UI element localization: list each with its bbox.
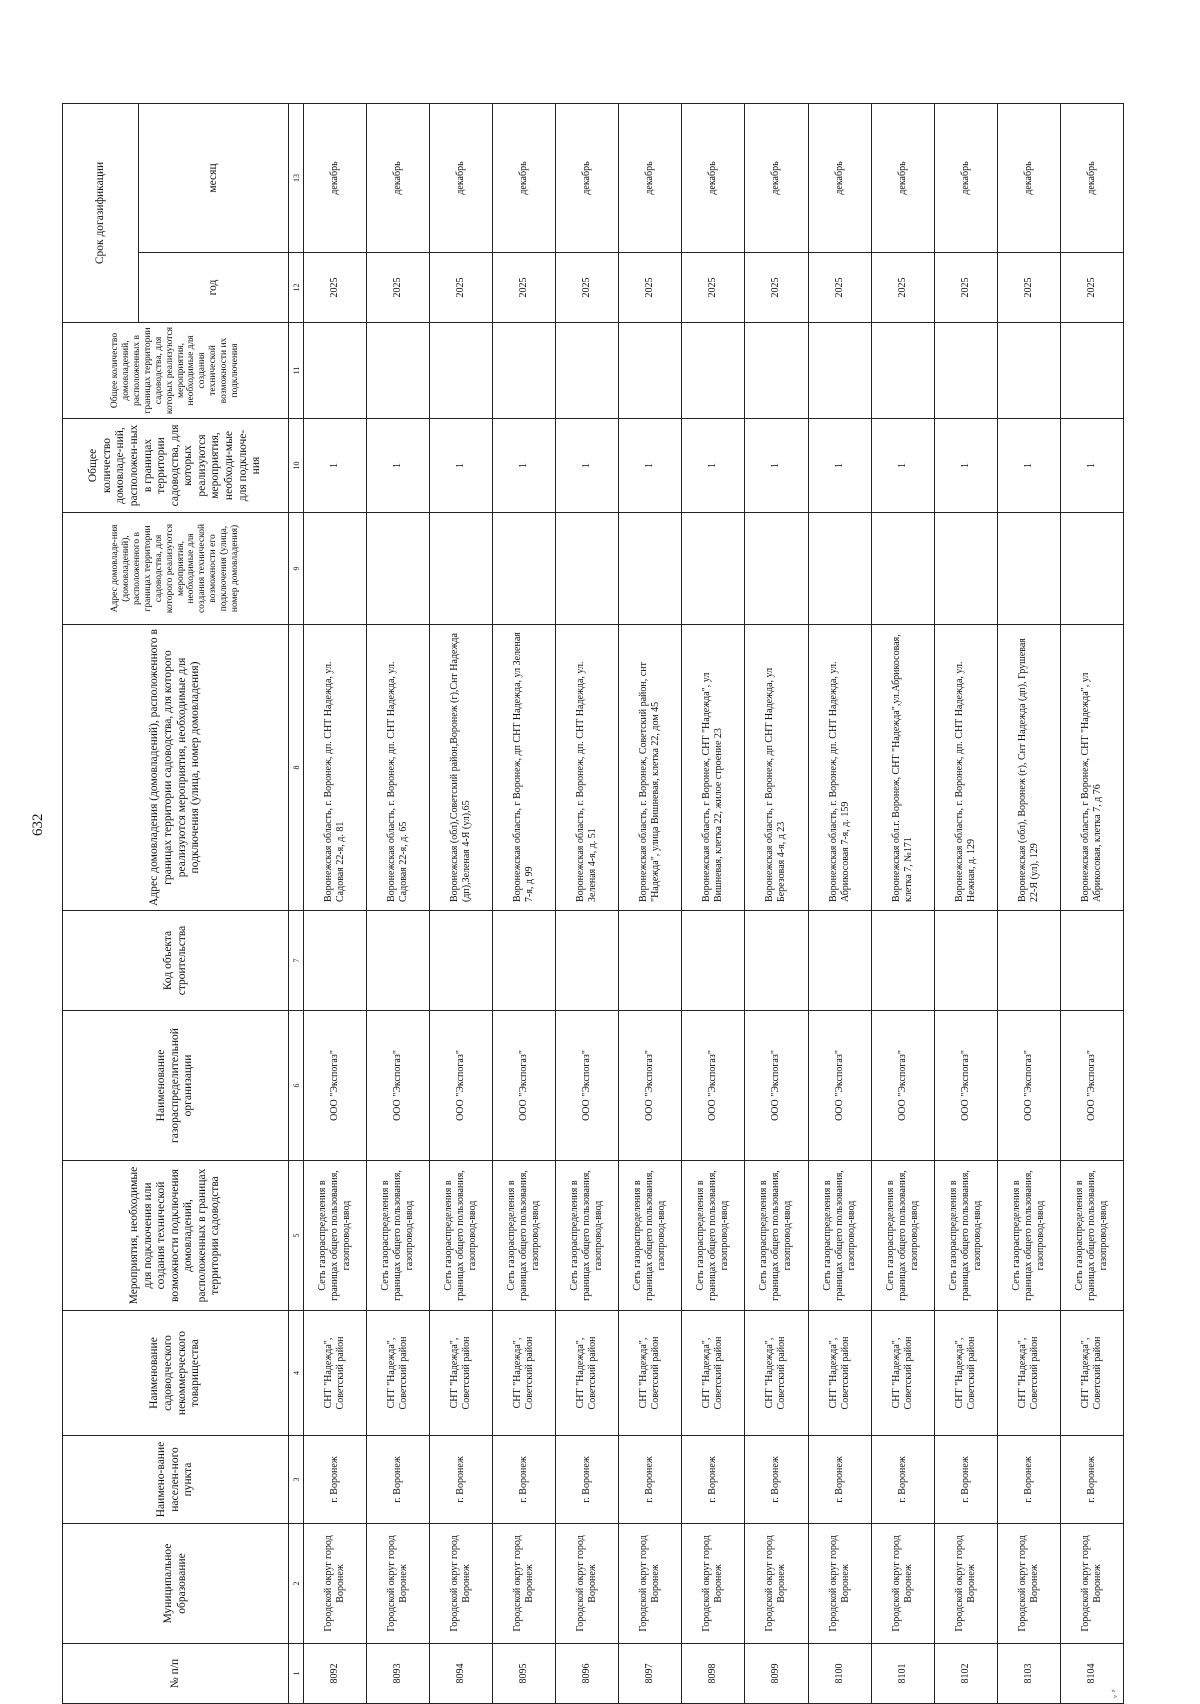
municipality-cell: Городской округ город Воронеж (430, 1524, 493, 1644)
municipality-cell: Городской округ город Воронеж (367, 1524, 430, 1644)
count-technical-cell (367, 323, 430, 419)
table-row (745, 104, 808, 1704)
organization-cell: ООО "Экспогаз" (808, 1011, 871, 1161)
month-cell: декабрь (1060, 104, 1123, 253)
count-technical-cell (619, 323, 682, 419)
measures-cell: Сеть газораспределения в границах общего пользования, газопровод-ввод (808, 1161, 871, 1311)
count-connection-cell: 1 (997, 419, 1060, 513)
address-cell: Воронежская (обл), Воронеж (г), Снт Надежда (дп), Грушевая 22-Я (ул), 129 (997, 625, 1060, 911)
locality-cell: г. Воронеж (430, 1436, 493, 1524)
document-sheet (62, 104, 1124, 1704)
measures-cell: Сеть газораспределения в границах общего пользования, газопровод-ввод (556, 1161, 619, 1311)
count-connection-cell: 1 (430, 419, 493, 513)
municipality-cell: Городской округ город Воронеж (934, 1524, 997, 1644)
measures-cell: Сеть газораспределения в границах общего пользования, газопровод-ввод (367, 1161, 430, 1311)
table-row (367, 104, 430, 1704)
month-cell: декабрь (367, 104, 430, 253)
month-cell: декабрь (808, 104, 871, 253)
table-row (934, 104, 997, 1704)
measures-cell: Сеть газораспределения в границах общего пользования, газопровод-ввод (493, 1161, 556, 1311)
count-technical-cell (556, 323, 619, 419)
header-count-technical: Общее количество домовладений, расположенных в границах территории садоводства, для которых реализуются мероприятия, необходимые для создания технической возможности их подключения (63, 323, 289, 419)
address-cell: Воронежская область, г Воронеж, дп СНТ Надежда, ул Зеленая 7-я, д 99 (493, 625, 556, 911)
month-cell: декабрь (430, 104, 493, 253)
month-cell: декабрь (619, 104, 682, 253)
address-technical-cell (997, 513, 1060, 625)
gasification-table (62, 103, 1124, 1704)
header-measures: Мероприятия, необходимые для подключения или создания технической возможности подключения домовладений, расположенных в границах территории садоводства (63, 1161, 289, 1311)
page-number: 632 (30, 813, 46, 836)
measures-cell: Сеть газораспределения в границах общего пользования, газопровод-ввод (997, 1161, 1060, 1311)
object-code-cell (304, 911, 367, 1011)
address-technical-cell (745, 513, 808, 625)
table-row (619, 104, 682, 1704)
organization-cell: ООО "Экспогаз" (682, 1011, 745, 1161)
measures-cell: Сеть газораспределения в границах общего пользования, газопровод-ввод (682, 1161, 745, 1311)
organization-cell: ООО "Экспогаз" (367, 1011, 430, 1161)
count-technical-cell (430, 323, 493, 419)
object-code-cell (367, 911, 430, 1011)
column-number: 1 (289, 1644, 304, 1704)
address-cell: Воронежская (обл),Советский район,Воронеж (г),Снт Надежда (дп),Зеленая 4-Я (ул),65 (430, 625, 493, 911)
row-number: 8101 (871, 1644, 934, 1704)
municipality-cell: Городской округ город Воронеж (493, 1524, 556, 1644)
column-number: 2 (289, 1524, 304, 1644)
column-number: 4 (289, 1311, 304, 1436)
count-connection-cell: 1 (1060, 419, 1123, 513)
snt-cell: СНТ "Надежда", Советский район (493, 1311, 556, 1436)
snt-cell: СНТ "Надежда", Советский район (430, 1311, 493, 1436)
address-cell: Воронежская область, г Воронеж, дп СНТ Надежда, ул Березовая 4-я, д 23 (745, 625, 808, 911)
column-number-row (289, 104, 304, 1704)
count-technical-cell (745, 323, 808, 419)
count-connection-cell: 1 (367, 419, 430, 513)
address-technical-cell (1060, 513, 1123, 625)
organization-cell: ООО "Экспогаз" (934, 1011, 997, 1161)
count-technical-cell (1060, 323, 1123, 419)
count-technical-cell (808, 323, 871, 419)
year-cell: 2025 (619, 253, 682, 323)
table-row (304, 104, 367, 1704)
month-cell: декабрь (745, 104, 808, 253)
address-technical-cell (493, 513, 556, 625)
count-technical-cell (934, 323, 997, 419)
address-technical-cell (934, 513, 997, 625)
organization-cell: ООО "Экспогаз" (556, 1011, 619, 1161)
object-code-cell (430, 911, 493, 1011)
address-technical-cell (304, 513, 367, 625)
count-connection-cell: 1 (808, 419, 871, 513)
object-code-cell (493, 911, 556, 1011)
object-code-cell (682, 911, 745, 1011)
month-cell: декабрь (934, 104, 997, 253)
month-cell: декабрь (304, 104, 367, 253)
measures-cell: Сеть газораспределения в границах общего пользования, газопровод-ввод (934, 1161, 997, 1311)
snt-cell: СНТ "Надежда", Советский район (619, 1311, 682, 1436)
header-deadline: Срок догазификации (63, 104, 139, 323)
header-count-connection: Общее количество домовладе-ний, расположен-ных в границах территории садоводства, для которых реализуются мероприятия, необходи-мые для подключе-ния (63, 419, 289, 513)
count-connection-cell: 1 (745, 419, 808, 513)
municipality-cell: Городской округ город Воронеж (997, 1524, 1060, 1644)
count-connection-cell: 1 (304, 419, 367, 513)
measures-cell: Сеть газораспределения в границах общего пользования, газопровод-ввод (871, 1161, 934, 1311)
locality-cell: г. Воронеж (871, 1436, 934, 1524)
address-cell: Воронежская область, г. Воронеж, дп. СНТ Надежда, ул. Садовая 22-я, д. 81 (304, 625, 367, 911)
header-snt: Наименование садоводческого некоммерческого товарищества (63, 1311, 289, 1436)
organization-cell: ООО "Экспогаз" (871, 1011, 934, 1161)
year-cell: 2025 (304, 253, 367, 323)
year-cell: 2025 (871, 253, 934, 323)
month-cell: декабрь (997, 104, 1060, 253)
header-year: год (139, 253, 289, 323)
locality-cell: г. Воронеж (934, 1436, 997, 1524)
month-cell: декабрь (871, 104, 934, 253)
column-number: 9 (289, 513, 304, 625)
municipality-cell: Городской округ город Воронеж (745, 1524, 808, 1644)
measures-cell: Сеть газораспределения в границах общего пользования, газопровод-ввод (430, 1161, 493, 1311)
table-row (556, 104, 619, 1704)
organization-cell: ООО "Экспогаз" (619, 1011, 682, 1161)
row-number: 8096 (556, 1644, 619, 1704)
header-organization: Наименование газораспределительной организации (63, 1011, 289, 1161)
snt-cell: СНТ "Надежда", Советский район (682, 1311, 745, 1436)
header-address: Адрес домовладения (домовладений), расположенного в границах территории садоводства, для которого реализуются мероприятия, необходимые для подключения (улица, номер домовладения) (63, 625, 289, 911)
column-number: 5 (289, 1161, 304, 1311)
organization-cell: ООО "Экспогаз" (1060, 1011, 1123, 1161)
address-cell: Воронежская область, г. Воронеж, дп. СНТ Надежда, ул. Зеленая 4-я, д. 51 (556, 625, 619, 911)
table-row (493, 104, 556, 1704)
municipality-cell: Городской округ город Воронеж (619, 1524, 682, 1644)
year-cell: 2025 (1060, 253, 1123, 323)
header-locality: Наимено-вание населен-ного пункта (63, 1436, 289, 1524)
count-connection-cell: 1 (871, 419, 934, 513)
row-number: 8099 (745, 1644, 808, 1704)
address-cell: Воронежская область, г. Воронеж, Советский район, снт "Надежда", улица Вишневая, клетка 22, дом 45 (619, 625, 682, 911)
address-cell: Воронежская область, г. Воронеж, дп. СНТ Надежда, ул. Садовая 22-я, д. 65 (367, 625, 430, 911)
address-technical-cell (871, 513, 934, 625)
column-number: 7 (289, 911, 304, 1011)
object-code-cell (619, 911, 682, 1011)
month-cell: декабрь (556, 104, 619, 253)
year-cell: 2025 (430, 253, 493, 323)
row-number: 8104 (1060, 1644, 1123, 1704)
address-technical-cell (556, 513, 619, 625)
municipality-cell: Городской округ город Воронеж (871, 1524, 934, 1644)
row-number: 8097 (619, 1644, 682, 1704)
column-number: 6 (289, 1011, 304, 1161)
address-technical-cell (682, 513, 745, 625)
count-technical-cell (997, 323, 1060, 419)
organization-cell: ООО "Экспогаз" (997, 1011, 1060, 1161)
municipality-cell: Городской округ город Воронеж (1060, 1524, 1123, 1644)
municipality-cell: Городской округ город Воронеж (808, 1524, 871, 1644)
table-row (1060, 104, 1123, 1704)
row-number: 8092 (304, 1644, 367, 1704)
year-cell: 2025 (367, 253, 430, 323)
column-number: 13 (289, 104, 304, 253)
organization-cell: ООО "Экспогаз" (493, 1011, 556, 1161)
header-municipality: Муниципальное образование (63, 1524, 289, 1644)
locality-cell: г. Воронеж (1060, 1436, 1123, 1524)
organization-cell: ООО "Экспогаз" (304, 1011, 367, 1161)
header-month-label: месяц (206, 163, 219, 193)
snt-cell: СНТ "Надежда", Советский район (808, 1311, 871, 1436)
locality-cell: г. Воронеж (619, 1436, 682, 1524)
count-connection-cell: 1 (934, 419, 997, 513)
year-cell: 2025 (997, 253, 1060, 323)
object-code-cell (556, 911, 619, 1011)
column-number: 12 (289, 253, 304, 323)
municipality-cell: Городской округ город Воронеж (556, 1524, 619, 1644)
column-number: 10 (289, 419, 304, 513)
measures-cell: Сеть газораспределения в границах общего пользования, газопровод-ввод (304, 1161, 367, 1311)
locality-cell: г. Воронеж (745, 1436, 808, 1524)
address-cell: Воронежская область, г. Воронеж, дп. СНТ Надежда, ул. Абрикосовая 7-я, д. 159 (808, 625, 871, 911)
row-number: 8098 (682, 1644, 745, 1704)
object-code-cell (997, 911, 1060, 1011)
address-technical-cell (619, 513, 682, 625)
count-connection-cell: 1 (493, 419, 556, 513)
row-number: 8102 (934, 1644, 997, 1704)
year-cell: 2025 (493, 253, 556, 323)
municipality-cell: Городской округ город Воронеж (304, 1524, 367, 1644)
table-row (430, 104, 493, 1704)
column-number: 8 (289, 625, 304, 911)
row-number: 8095 (493, 1644, 556, 1704)
year-cell: 2025 (556, 253, 619, 323)
month-cell: декабрь (682, 104, 745, 253)
address-cell: Воронежская область, г Воронеж, СНТ "Надежда", ул Абрикосовая, клетка 7, д 76 (1060, 625, 1123, 911)
address-cell: Воронежская область, г. Воронеж, дп. СНТ Надежда, ул. Нежная, д. 129 (934, 625, 997, 911)
locality-cell: г. Воронеж (493, 1436, 556, 1524)
row-number: 8103 (997, 1644, 1060, 1704)
table-row (682, 104, 745, 1704)
snt-cell: СНТ "Надежда", Советский район (871, 1311, 934, 1436)
locality-cell: г. Воронеж (682, 1436, 745, 1524)
locality-cell: г. Воронеж (808, 1436, 871, 1524)
address-technical-cell (367, 513, 430, 625)
object-code-cell (745, 911, 808, 1011)
year-cell: 2025 (934, 253, 997, 323)
address-cell: Воронежская обл.г. Воронеж, СНТ "Надежда",ул.Абрикосовая, клетка 7, №171 (871, 625, 934, 911)
month-cell: декабрь (493, 104, 556, 253)
snt-cell: СНТ "Надежда", Советский район (997, 1311, 1060, 1436)
count-technical-cell (682, 323, 745, 419)
organization-cell: ООО "Экспогаз" (745, 1011, 808, 1161)
snt-cell: СНТ "Надежда", Советский район (304, 1311, 367, 1436)
header-object-code: Код объекта строительства (63, 911, 289, 1011)
table-row (997, 104, 1060, 1704)
count-connection-cell: 1 (682, 419, 745, 513)
year-cell: 2025 (745, 253, 808, 323)
header-number: № п/п (63, 1644, 289, 1704)
measures-cell: Сеть газораспределения в границах общего пользования, газопровод-ввод (619, 1161, 682, 1311)
measures-cell: Сеть газораспределения в границах общего пользования, газопровод-ввод (745, 1161, 808, 1311)
header-month: месяц ᵥ ⸗ (139, 104, 289, 253)
year-cell: 2025 (808, 253, 871, 323)
snt-cell: СНТ "Надежда", Советский район (556, 1311, 619, 1436)
object-code-cell (808, 911, 871, 1011)
snt-cell: СНТ "Надежда", Советский район (367, 1311, 430, 1436)
locality-cell: г. Воронеж (997, 1436, 1060, 1524)
count-technical-cell (871, 323, 934, 419)
header-address-technical: Адрес домовладе-ния (домовладений), расположенного в границах территории садоводства, для которого реализуются мероприятия, необходимые для создания технической возможности его подключения (улица, номер домовладения) (63, 513, 289, 625)
organization-cell: ООО "Экспогаз" (430, 1011, 493, 1161)
locality-cell: г. Воронеж (367, 1436, 430, 1524)
count-technical-cell (304, 323, 367, 419)
column-number: 3 (289, 1436, 304, 1524)
count-technical-cell (493, 323, 556, 419)
table-row (808, 104, 871, 1704)
table-row (871, 104, 934, 1704)
snt-cell: СНТ "Надежда", Советский район (1060, 1311, 1123, 1436)
address-technical-cell (808, 513, 871, 625)
address-technical-cell (430, 513, 493, 625)
snt-cell: СНТ "Надежда", Советский район (745, 1311, 808, 1436)
address-cell: Воронежская область, г Воронеж, СНТ "Надежда", ул Вишневая, клетка 22, жилое строение 23 (682, 625, 745, 911)
count-connection-cell: 1 (556, 419, 619, 513)
row-number: 8094 (430, 1644, 493, 1704)
row-number: 8093 (367, 1644, 430, 1704)
locality-cell: г. Воронеж (304, 1436, 367, 1524)
object-code-cell (934, 911, 997, 1011)
row-number: 8100 (808, 1644, 871, 1704)
object-code-cell (1060, 911, 1123, 1011)
count-connection-cell: 1 (619, 419, 682, 513)
snt-cell: СНТ "Надежда", Советский район (934, 1311, 997, 1436)
locality-cell: г. Воронеж (556, 1436, 619, 1524)
measures-cell: Сеть газораспределения в границах общего пользования, газопровод-ввод (1060, 1161, 1123, 1311)
object-code-cell (871, 911, 934, 1011)
year-cell: 2025 (682, 253, 745, 323)
municipality-cell: Городской округ город Воронеж (682, 1524, 745, 1644)
column-number: 11 (289, 323, 304, 419)
